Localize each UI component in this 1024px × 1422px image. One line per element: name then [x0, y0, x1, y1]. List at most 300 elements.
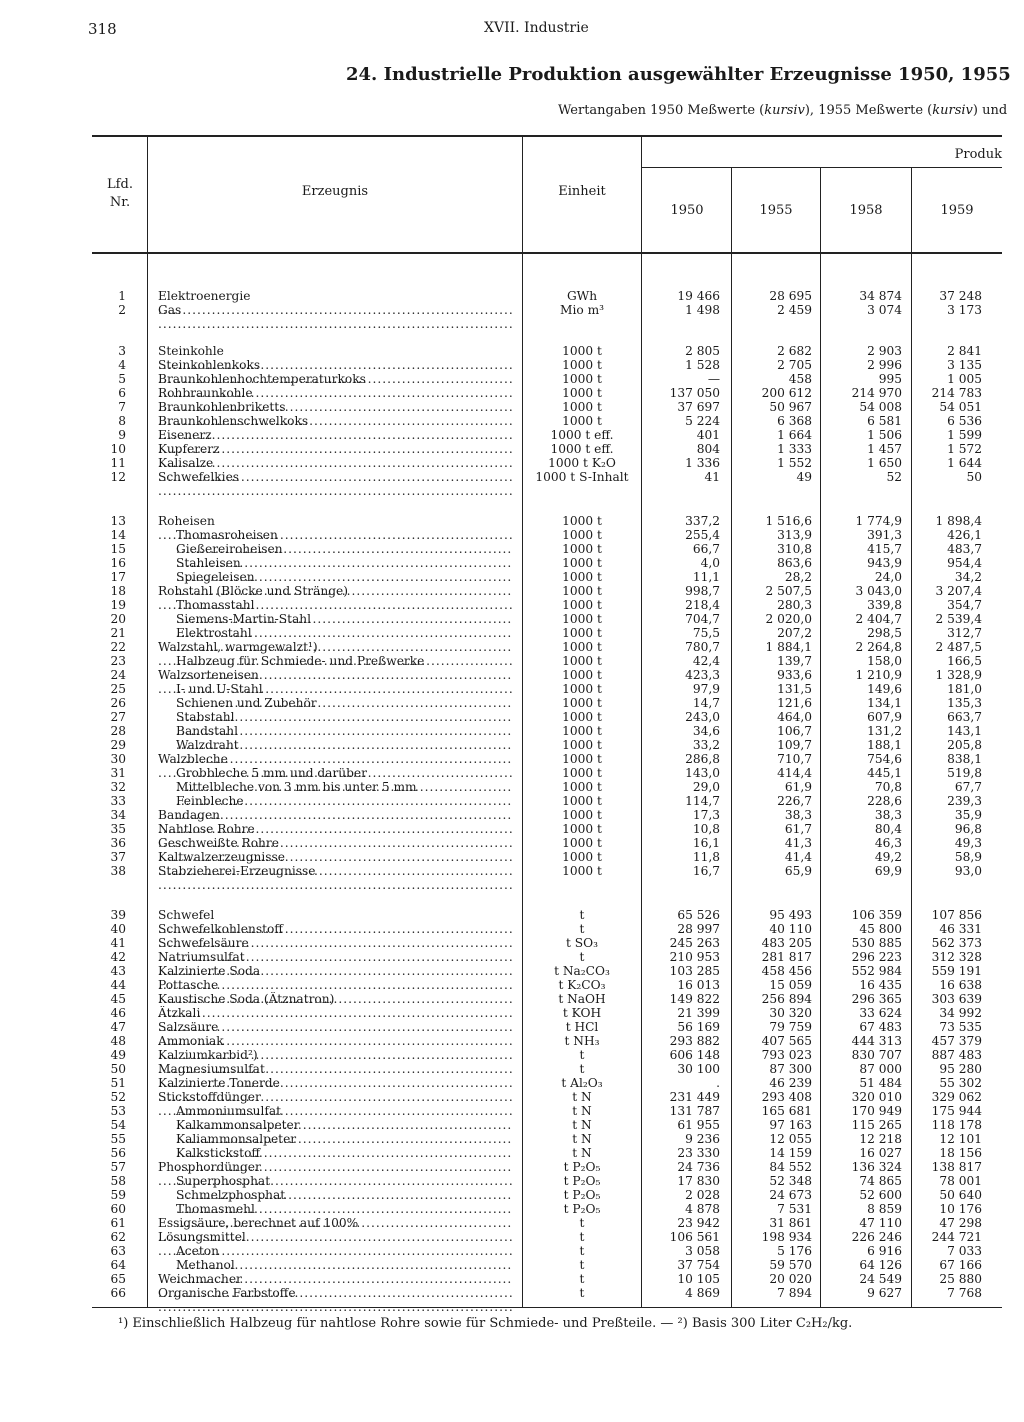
product-name: Stabzieherei-Erzeugnisse ..... [158, 864, 513, 892]
value-1959: 663,7 [947, 710, 982, 724]
row-number: 28 [110, 724, 126, 738]
product-name: Schwefel ..... [158, 908, 513, 936]
value-1959: 2 487,5 [935, 640, 982, 654]
value-1955: 407 565 [761, 1034, 812, 1048]
value-1950: 2 805 [685, 344, 720, 358]
value-1958: 552 984 [851, 964, 902, 978]
value-1950: 23 942 [677, 1216, 720, 1230]
product-name: Geschweißte Rohre ..... [158, 836, 513, 864]
value-1959: 2 841 [947, 344, 982, 358]
table-row [0, 570, 1024, 584]
value-1950: 2 028 [685, 1188, 720, 1202]
row-number: 7 [118, 400, 126, 414]
value-1955: 41,4 [784, 850, 812, 864]
value-1950: 606 148 [669, 1048, 720, 1062]
product-name: Ammoniak ..... [158, 1034, 513, 1062]
row-number: 66 [110, 1286, 126, 1300]
value-1950: 114,7 [685, 794, 720, 808]
row-number: 6 [118, 386, 126, 400]
table-row [0, 1258, 1024, 1272]
value-1955: 31 861 [769, 1216, 812, 1230]
value-1959: 16 638 [939, 978, 982, 992]
value-1958: 415,7 [867, 542, 902, 556]
value-1950: 23 330 [677, 1146, 720, 1160]
product-name: Walzdraht ..... [176, 738, 513, 766]
table-row [0, 640, 1024, 654]
row-number: 31 [110, 766, 126, 780]
running-head: XVII. Industrie [484, 20, 589, 36]
product-name: Steinkohlenkoks ..... [158, 358, 513, 386]
header-erzeugnis: Erzeugnis [301, 184, 369, 199]
value-1950: 37 697 [677, 400, 720, 414]
value-1950: 106 561 [669, 1230, 720, 1244]
value-1958: 339,8 [867, 598, 902, 612]
table-row [0, 303, 1024, 317]
unit: 1000 t [562, 626, 602, 640]
table-row [0, 386, 1024, 400]
value-1950: 10,8 [692, 822, 720, 836]
value-1958: 54 008 [859, 400, 902, 414]
row-number: 13 [110, 514, 126, 528]
value-1959: 49,3 [954, 836, 982, 850]
product-name: Eisenerz ..... [158, 428, 513, 456]
value-1955: 40 110 [769, 922, 812, 936]
header-year-1958: 1958 [849, 203, 883, 218]
product-name: Kalziumkarbid²) ..... [158, 1048, 513, 1076]
table-row [0, 1090, 1024, 1104]
value-1958: 995 [878, 372, 902, 386]
value-1955: 15 059 [769, 978, 812, 992]
value-1959: 67,7 [954, 780, 982, 794]
value-1955: 1 516,6 [765, 514, 812, 528]
table-row [0, 850, 1024, 864]
value-1955: 2 507,5 [765, 584, 812, 598]
value-1955: 50 967 [769, 400, 812, 414]
table-row [0, 372, 1024, 386]
value-1950: 401 [696, 428, 720, 442]
product-name: Schmelzphosphat ..... [176, 1188, 513, 1216]
value-1955: 49 [796, 470, 812, 484]
row-number: 38 [110, 864, 126, 878]
value-1950: 103 285 [669, 964, 720, 978]
value-1958: 67 483 [859, 1020, 902, 1034]
value-1950: 66,7 [692, 542, 720, 556]
product-name: Gas ..... [158, 303, 513, 331]
value-1955: 313,9 [777, 528, 812, 542]
unit: 1000 t [562, 696, 602, 710]
value-1955: 6 368 [777, 414, 812, 428]
value-1950: 231 449 [669, 1090, 720, 1104]
table-row [0, 442, 1024, 456]
product-name: Grobbleche 5 mm und darüber ..... [176, 766, 513, 794]
row-number: 5 [118, 372, 126, 386]
value-1950: 243,0 [685, 710, 720, 724]
row-number: 37 [110, 850, 126, 864]
value-1950: 337,2 [685, 514, 720, 528]
value-1958: 64 126 [859, 1258, 902, 1272]
row-number: 41 [110, 936, 126, 950]
value-1959: 3 207,4 [935, 584, 982, 598]
value-1950: 17,3 [692, 808, 720, 822]
value-1958: 530 885 [851, 936, 902, 950]
value-1959: 166,5 [947, 654, 982, 668]
value-1950: 4 878 [685, 1202, 720, 1216]
value-1959: 3 173 [947, 303, 982, 317]
value-1959: 54 051 [939, 400, 982, 414]
value-1959: 2 539,4 [935, 612, 982, 626]
value-1959: 887 483 [931, 1048, 982, 1062]
row-number: 17 [110, 570, 126, 584]
value-1958: 6 581 [867, 414, 902, 428]
value-1959: 34 992 [939, 1006, 982, 1020]
row-number: 27 [110, 710, 126, 724]
row-number: 10 [110, 442, 126, 456]
rule-produk-under [642, 167, 1002, 168]
unit: 1000 t [562, 864, 602, 878]
value-1958: 214 970 [851, 386, 902, 400]
value-1955: 12 055 [769, 1132, 812, 1146]
table-row [0, 1244, 1024, 1258]
table-row [0, 922, 1024, 936]
value-1955: 414,4 [777, 766, 812, 780]
value-1959: 34,2 [954, 570, 982, 584]
value-1955: 65,9 [784, 864, 812, 878]
row-number: 44 [110, 978, 126, 992]
row-number: 15 [110, 542, 126, 556]
value-1955: 198 934 [761, 1230, 812, 1244]
value-1958: 298,5 [867, 626, 902, 640]
product-name: Pottasche ..... [158, 978, 513, 1006]
value-1955: 139,7 [777, 654, 812, 668]
table-row [0, 1160, 1024, 1174]
value-1950: 61 955 [677, 1118, 720, 1132]
unit: t [579, 1244, 585, 1258]
unit: 1000 t [562, 386, 602, 400]
row-number: 57 [110, 1160, 126, 1174]
value-1958: 16 435 [859, 978, 902, 992]
unit: 1000 t [562, 344, 602, 358]
value-1958: 1 650 [867, 456, 902, 470]
unit: Mio m³ [559, 303, 605, 317]
unit: 1000 t [562, 766, 602, 780]
product-name: Ätzkali ..... [158, 1006, 513, 1034]
value-1958: 131,2 [867, 724, 902, 738]
unit: 1000 t [562, 710, 602, 724]
row-number: 65 [110, 1272, 126, 1286]
product-name: I- und U-Stahl ..... [176, 682, 513, 710]
table-row [0, 654, 1024, 668]
value-1950: 30 100 [677, 1062, 720, 1076]
value-1959: 3 135 [947, 358, 982, 372]
value-1958: 16 027 [859, 1146, 902, 1160]
table-subtitle: Wertangaben 1950 Meßwerte (kursiv), 1955 Meßwerte (kursiv) und [558, 103, 1008, 118]
value-1958: 69,9 [874, 864, 902, 878]
table-row [0, 428, 1024, 442]
product-name: Stabstahl ..... [176, 710, 513, 738]
value-1959: 954,4 [947, 556, 982, 570]
table-row [0, 470, 1024, 484]
unit: t SO₃ [566, 936, 598, 950]
row-number: 58 [110, 1174, 126, 1188]
product-name: Mittelbleche von 3 mm bis unter 5 mm ..... [176, 780, 513, 808]
value-1959: 205,8 [947, 738, 982, 752]
table-row [0, 414, 1024, 428]
unit: 1000 t [562, 372, 602, 386]
unit: 1000 t [562, 414, 602, 428]
table-row [0, 992, 1024, 1006]
value-1958: 228,6 [867, 794, 902, 808]
value-1959: 73 535 [939, 1020, 982, 1034]
value-1950: 16,7 [692, 864, 720, 878]
table-row [0, 358, 1024, 372]
row-number: 22 [110, 640, 126, 654]
value-1950: 56 169 [677, 1020, 720, 1034]
unit: 1000 t [562, 598, 602, 612]
header-lfd: Lfd. [107, 177, 133, 192]
value-1955: 1 333 [777, 442, 812, 456]
product-name: Roheisen ..... [158, 514, 513, 542]
unit: t [579, 922, 585, 936]
unit: t N [572, 1104, 592, 1118]
value-1958: 33 624 [859, 1006, 902, 1020]
row-number: 64 [110, 1258, 126, 1272]
product-name: Halbzeug für Schmiede- und Preßwerke ..... [176, 654, 513, 682]
value-1950: 4,0 [700, 556, 720, 570]
table-row [0, 978, 1024, 992]
product-name: Superphosphat ..... [176, 1174, 513, 1202]
value-1955: 281 817 [761, 950, 812, 964]
value-1950: 28 997 [677, 922, 720, 936]
table-row [0, 710, 1024, 724]
row-number: 55 [110, 1132, 126, 1146]
product-name: Kalzinierte Tonerde ..... [158, 1076, 513, 1104]
unit: 1000 t [562, 850, 602, 864]
value-1950: 131 787 [669, 1104, 720, 1118]
table-row [0, 1202, 1024, 1216]
value-1959: 312,7 [947, 626, 982, 640]
row-number: 59 [110, 1188, 126, 1202]
header-produk: Produk [954, 147, 1002, 162]
value-1959: 329 062 [931, 1090, 982, 1104]
row-number: 2 [118, 303, 126, 317]
value-1950: 75,5 [692, 626, 720, 640]
value-1959: 426,1 [947, 528, 982, 542]
value-1955: 863,6 [777, 556, 812, 570]
value-1958: 34 874 [859, 289, 902, 303]
row-number: 62 [110, 1230, 126, 1244]
value-1955: 24 673 [769, 1188, 812, 1202]
row-number: 40 [110, 922, 126, 936]
header-einheit: Einheit [558, 184, 606, 199]
unit: t [579, 1216, 585, 1230]
value-1958: 943,9 [867, 556, 902, 570]
value-1955: 84 552 [769, 1160, 812, 1174]
unit: t P₂O₅ [563, 1160, 601, 1174]
table-row [0, 1146, 1024, 1160]
value-1958: 70,8 [874, 780, 902, 794]
unit: t [579, 1272, 585, 1286]
value-1958: 51 484 [859, 1076, 902, 1090]
value-1958: 74 865 [859, 1174, 902, 1188]
value-1955: 30 320 [769, 1006, 812, 1020]
row-number: 42 [110, 950, 126, 964]
unit: t NaOH [558, 992, 606, 1006]
table-row [0, 936, 1024, 950]
value-1959: 135,3 [947, 696, 982, 710]
value-1950: 16 013 [677, 978, 720, 992]
row-number: 19 [110, 598, 126, 612]
value-1950: 17 830 [677, 1174, 720, 1188]
row-number: 60 [110, 1202, 126, 1216]
value-1955: 46 239 [769, 1076, 812, 1090]
value-1958: 1 506 [867, 428, 902, 442]
value-1950: 5 224 [685, 414, 720, 428]
value-1959: 18 156 [939, 1146, 982, 1160]
value-1958: 24,0 [874, 570, 902, 584]
value-1958: 296 365 [851, 992, 902, 1006]
value-1959: 457 379 [931, 1034, 982, 1048]
product-name: Schwefelkies ..... [158, 470, 513, 498]
footnote: ¹) Einschließlich Halbzeug für nahtlose Rohre sowie für Schmiede- und Preßteile. — ²) Basis 300 Liter C₂H₂/kg. [118, 1316, 853, 1331]
row-number: 47 [110, 1020, 126, 1034]
unit: 1000 t [562, 654, 602, 668]
value-1950: — [707, 372, 720, 386]
table-row [0, 1188, 1024, 1202]
value-1955: 165 681 [761, 1104, 812, 1118]
value-1955: 5 176 [777, 1244, 812, 1258]
value-1950: 16,1 [692, 836, 720, 850]
value-1955: 131,5 [777, 682, 812, 696]
unit: 1000 t [562, 752, 602, 766]
table-row [0, 1216, 1024, 1230]
value-1950: 1 498 [685, 303, 720, 317]
value-1950: 998,7 [685, 584, 720, 598]
table-row [0, 1104, 1024, 1118]
value-1955: 109,7 [777, 738, 812, 752]
unit: 1000 t [562, 528, 602, 542]
value-1959: 143,1 [947, 724, 982, 738]
value-1958: 45 800 [859, 922, 902, 936]
value-1950: 1 528 [685, 358, 720, 372]
value-1950: 97,9 [692, 682, 720, 696]
value-1959: 50 640 [939, 1188, 982, 1202]
value-1959: 78 001 [939, 1174, 982, 1188]
unit: 1000 t [562, 612, 602, 626]
value-1950: 149 822 [669, 992, 720, 1006]
value-1958: 52 600 [859, 1188, 902, 1202]
unit: t [579, 1286, 585, 1300]
value-1950: 24 736 [677, 1160, 720, 1174]
value-1958: 445,1 [867, 766, 902, 780]
unit: t [579, 1048, 585, 1062]
table-row [0, 1020, 1024, 1034]
row-number: 21 [110, 626, 126, 640]
value-1950: 210 953 [669, 950, 720, 964]
product-name: Kaltwalzerzeugnisse ..... [158, 850, 513, 878]
value-1950: 286,8 [685, 752, 720, 766]
table-row [0, 1230, 1024, 1244]
value-1955: 61,7 [784, 822, 812, 836]
product-name: Schwefelsäure ..... [158, 936, 513, 964]
value-1955: 28 695 [769, 289, 812, 303]
value-1959: 1 005 [947, 372, 982, 386]
value-1955: 41,3 [784, 836, 812, 850]
value-1959: 50 [966, 470, 982, 484]
row-number: 11 [110, 456, 126, 470]
product-name: Walzstahl, warmgewalzt¹) ..... [158, 640, 513, 668]
value-1959: 55 302 [939, 1076, 982, 1090]
unit: 1000 t [562, 570, 602, 584]
rule-header-bottom [92, 252, 1002, 254]
value-1959: 175 944 [931, 1104, 982, 1118]
row-number: 45 [110, 992, 126, 1006]
value-1955: 1 552 [777, 456, 812, 470]
value-1950: 143,0 [685, 766, 720, 780]
product-name: Thomasmehl ..... [176, 1202, 513, 1230]
value-1955: 52 348 [769, 1174, 812, 1188]
value-1955: 20 020 [769, 1272, 812, 1286]
table-row [0, 1006, 1024, 1020]
value-1958: 754,6 [867, 752, 902, 766]
value-1959: 354,7 [947, 598, 982, 612]
row-number: 48 [110, 1034, 126, 1048]
row-number: 54 [110, 1118, 126, 1132]
unit: 1000 t [562, 724, 602, 738]
value-1958: 46,3 [874, 836, 902, 850]
product-name: Aceton ..... [176, 1244, 513, 1272]
value-1955: 1 884,1 [765, 640, 812, 654]
value-1950: 4 869 [685, 1286, 720, 1300]
table-row [0, 344, 1024, 358]
unit: 1000 t eff. [550, 442, 614, 456]
value-1958: 52 [886, 470, 902, 484]
value-1955: 280,3 [777, 598, 812, 612]
table-row [0, 1034, 1024, 1048]
unit: t [579, 908, 585, 922]
row-number: 36 [110, 836, 126, 850]
unit: t P₂O₅ [563, 1202, 601, 1216]
product-name: Phosphordünger ..... [158, 1160, 513, 1188]
value-1950: 33,2 [692, 738, 720, 752]
value-1958: 2 404,7 [855, 612, 902, 626]
value-1959: 239,3 [947, 794, 982, 808]
value-1950: 804 [696, 442, 720, 456]
value-1958: 2 264,8 [855, 640, 902, 654]
value-1955: 458 456 [761, 964, 812, 978]
value-1958: 2 903 [867, 344, 902, 358]
value-1950: . [716, 1076, 720, 1090]
value-1958: 320 010 [851, 1090, 902, 1104]
value-1958: 391,3 [867, 528, 902, 542]
rule-top [92, 135, 1002, 137]
value-1959: 1 328,9 [935, 668, 982, 682]
value-1955: 87 300 [769, 1062, 812, 1076]
table-row [0, 696, 1024, 710]
table-row [0, 1174, 1024, 1188]
product-name: Ammoniumsulfat ..... [176, 1104, 513, 1132]
product-name: Gießereiroheisen ..... [176, 542, 513, 570]
table-row [0, 456, 1024, 470]
value-1955: 7 531 [777, 1202, 812, 1216]
unit: 1000 t [562, 358, 602, 372]
value-1959: 1 898,4 [935, 514, 982, 528]
row-number: 32 [110, 780, 126, 794]
value-1950: 29,0 [692, 780, 720, 794]
row-number: 12 [110, 470, 126, 484]
unit: 1000 t [562, 780, 602, 794]
header-year-1959: 1959 [940, 203, 974, 218]
table-row [0, 598, 1024, 612]
